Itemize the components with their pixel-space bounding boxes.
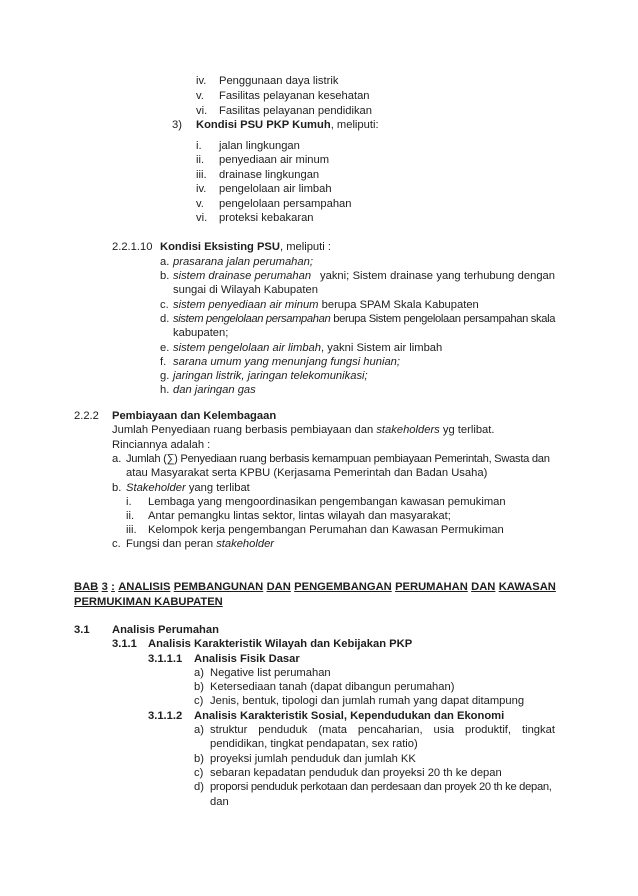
list-number: ii. bbox=[196, 154, 205, 166]
list-item-continuation: yakni; Sistem drainase yang terhubung dengan bbox=[320, 270, 555, 282]
list-number: b. bbox=[112, 482, 122, 494]
list-number: b) bbox=[194, 753, 204, 765]
list-item: proyeksi jumlah penduduk dan jumlah KK bbox=[210, 753, 416, 765]
list-number: v. bbox=[196, 198, 204, 210]
chapter-heading: BAB 3 : ANALISIS PEMBANGUNAN DAN PENGEMBANGAN PERUMAHAN DAN KAWASAN bbox=[74, 581, 556, 593]
list-item: jalan lingkungan bbox=[219, 140, 300, 152]
list-number: iii. bbox=[196, 169, 207, 181]
list-item-continuation: atau Masyarakat serta KPBU (Kerjasama Pemerintah dan Badan Usaha) bbox=[126, 467, 488, 479]
list-number: a. bbox=[112, 453, 122, 465]
list-item-continuation: kabupaten; bbox=[173, 327, 229, 339]
list-number: iv. bbox=[196, 183, 207, 195]
section-number: 3.1.1.2 bbox=[148, 710, 183, 722]
list-item: Fasilitas pelayanan pendidikan bbox=[219, 105, 372, 117]
list-item: drainase lingkungan bbox=[219, 169, 320, 181]
list-number: c. bbox=[160, 299, 169, 311]
list-item: proteksi kebakaran bbox=[219, 212, 314, 224]
list-number: d. bbox=[160, 313, 170, 325]
list-item: Lembaga yang mengoordinasikan pengembangan kawasan pemukiman bbox=[148, 496, 506, 508]
list-item: penyediaan air minum bbox=[219, 154, 330, 166]
section-number: 3.1 bbox=[74, 624, 90, 636]
list-item: Jenis, bentuk, tipologi dan jumlah rumah yang dapat ditampung bbox=[210, 695, 525, 707]
list-item: Ketersediaan tanah (dapat dibangun perumahan) bbox=[210, 681, 455, 693]
section-heading: Analisis Karakteristik Wilayah dan Kebijakan PKP bbox=[148, 638, 413, 650]
list-item: Kelompok kerja pengembangan Perumahan dan Kawasan Permukiman bbox=[148, 524, 504, 536]
section-heading: Analisis Perumahan bbox=[112, 624, 219, 636]
list-item: prasarana jalan perumahan; bbox=[173, 256, 313, 268]
list-number: a) bbox=[194, 724, 204, 736]
list-item-continuation: dan bbox=[210, 796, 229, 808]
list-item: sebaran kepadatan penduduk dan proyeksi 20 th ke depan bbox=[210, 767, 502, 779]
list-number: i. bbox=[126, 496, 132, 508]
list-number: vi. bbox=[196, 105, 208, 117]
section-number: 3.1.1 bbox=[112, 638, 137, 650]
list-item: struktur penduduk (mata pencaharian, usia produktif, tingkat bbox=[210, 724, 555, 736]
list-item: pengelolaan persampahan bbox=[219, 198, 352, 210]
list-number: g. bbox=[160, 370, 170, 382]
list-item: Antar pemangku lintas sektor, lintas wilayah dan masyarakat; bbox=[148, 510, 451, 522]
list-item: Fasilitas pelayanan kesehatan bbox=[219, 90, 370, 102]
list-item: sistem penyediaan air minum berupa SPAM Skala Kabupaten bbox=[173, 299, 479, 311]
section-heading: Pembiayaan dan Kelembagaan bbox=[112, 410, 277, 422]
chapter-heading-continuation: PERMUKIMAN KABUPATEN bbox=[74, 596, 223, 608]
section-heading: Analisis Fisik Dasar bbox=[194, 653, 300, 665]
subsection-heading: Kondisi PSU PKP Kumuh, meliputi: bbox=[196, 119, 379, 131]
list-number: d) bbox=[194, 781, 204, 793]
list-number: v. bbox=[196, 90, 204, 102]
list-number: c) bbox=[194, 695, 204, 707]
list-number: b) bbox=[194, 681, 204, 693]
list-item: pengelolaan air limbah bbox=[219, 183, 332, 195]
list-item: sarana umum yang menunjang fungsi hunian; bbox=[173, 356, 401, 368]
list-item: proporsi penduduk perkotaan dan perdesaan dan proyek 20 th ke depan, bbox=[210, 781, 552, 793]
list-number: iv. bbox=[196, 75, 207, 87]
list-item: Jumlah (∑) Penyediaan ruang berbasis kemampuan pembiayaan Pemerintah, Swasta dan bbox=[126, 453, 550, 465]
list-item: dan jaringan gas bbox=[173, 384, 256, 396]
list-number: iii. bbox=[126, 524, 137, 536]
list-item: Penggunaan daya listrik bbox=[219, 75, 339, 87]
list-number: vi. bbox=[196, 212, 208, 224]
list-item: sistem pengelolaan air limbah, yakni Sistem air limbah bbox=[173, 342, 443, 354]
section-heading: Analisis Karakteristik Sosial, Kependudukan dan Ekonomi bbox=[194, 710, 505, 722]
section-number: 2.2.1.10 bbox=[112, 241, 153, 253]
list-item-continuation: pendidikan, tingkat pendapatan, sex ratio) bbox=[210, 738, 418, 750]
list-number: c) bbox=[194, 767, 204, 779]
list-item: sistem drainase perumahan bbox=[173, 270, 312, 282]
section-number: 2.2.2 bbox=[74, 410, 99, 422]
list-number: 3) bbox=[172, 119, 182, 131]
list-number: b. bbox=[160, 270, 170, 282]
section-number: 3.1.1.1 bbox=[148, 653, 183, 665]
list-item: jaringan listrik, jaringan telekomunikasi; bbox=[173, 370, 368, 382]
paragraph: Rinciannya adalah : bbox=[112, 439, 211, 451]
list-number: c. bbox=[112, 538, 121, 550]
section-heading: Kondisi Eksisting PSU, meliputi : bbox=[160, 241, 331, 253]
list-number: e. bbox=[160, 342, 170, 354]
list-number: a) bbox=[194, 667, 204, 679]
list-number: a. bbox=[160, 256, 170, 268]
list-item: Fungsi dan peran stakeholder bbox=[126, 538, 275, 550]
list-number: ii. bbox=[126, 510, 135, 522]
list-item-continuation: sungai di Wilayah Kabupaten bbox=[173, 284, 318, 296]
list-item: sistem pengelolaan persampahan berupa Sistem pengelolaan persampahan skala bbox=[173, 313, 556, 325]
list-item: Stakeholder yang terlibat bbox=[126, 482, 250, 494]
list-number: f. bbox=[160, 356, 167, 368]
list-number: h. bbox=[160, 384, 170, 396]
paragraph: Jumlah Penyediaan ruang berbasis pembiayaan dan stakeholders yg terlibat. bbox=[112, 424, 495, 436]
list-number: i. bbox=[196, 140, 202, 152]
list-item: Negative list perumahan bbox=[210, 667, 331, 679]
